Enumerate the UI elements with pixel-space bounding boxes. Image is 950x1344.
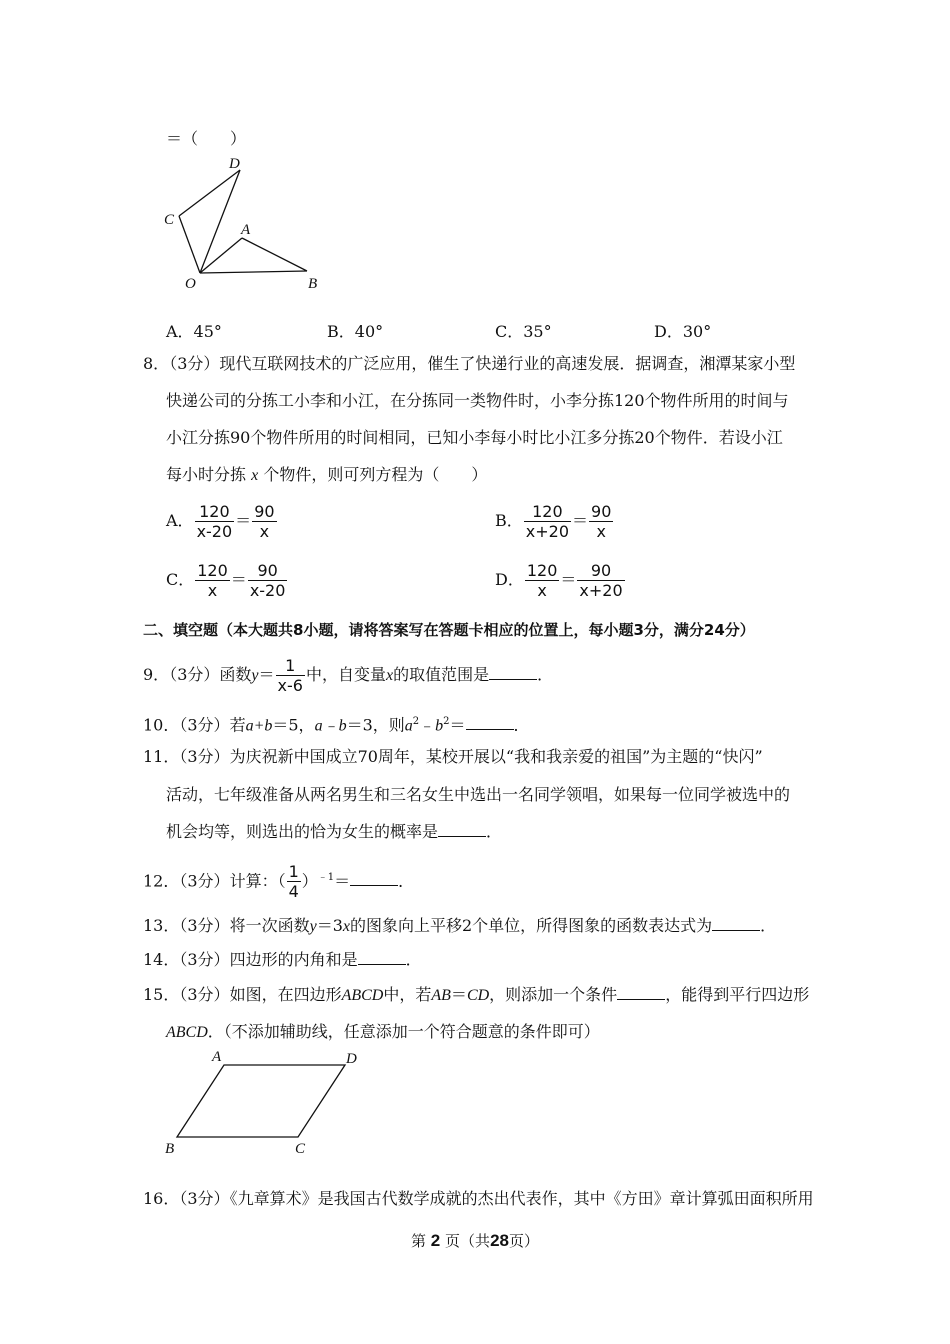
q16-line1: 16．（3分）《九章算术》是我国古代数学成就的杰出代表作，其中《方田》章计算弧田面积所用 bbox=[143, 1189, 814, 1208]
q7-label-o: O bbox=[185, 276, 196, 292]
q11-line2: 活动，七年级准备从两名男生和三名女生中选出一名同学领唱，如果每一位同学被选中的 bbox=[166, 785, 791, 804]
q7-label-c: C bbox=[164, 212, 175, 228]
q14-answer-blank[interactable] bbox=[358, 950, 406, 965]
q11-answer-blank[interactable] bbox=[438, 822, 486, 837]
q7-label-b: B bbox=[308, 276, 318, 292]
total-pages: 28 bbox=[490, 1231, 509, 1250]
q9: 9．（3分）函数y＝ $\frac{1}{x-6}$ 中，自变量x的取值范围是 ． bbox=[143, 656, 554, 695]
q15-label-b: B bbox=[165, 1141, 175, 1157]
q8-line1: 8．（3分）现代互联网技术的广泛应用，催生了快递行业的高速发展．据调查，湘潭某家小型 bbox=[143, 354, 796, 373]
q7-option-b: B．40° bbox=[327, 322, 384, 341]
q8-option-a: A． $\frac{120}{x-20}$ ＝ $\frac{90}{x}$ bbox=[166, 502, 275, 541]
q15-line2: ABCD．（不添加辅助线，任意添加一个符合题意的条件即可） bbox=[166, 1022, 600, 1041]
page-footer: 第 2 页（共28页） bbox=[411, 1231, 539, 1250]
q7-label-d: D bbox=[229, 156, 240, 172]
q12-answer-blank[interactable] bbox=[350, 871, 398, 886]
q15-line1: 15．（3分）如图，在四边形ABCD中，若AB＝CD，则添加一个条件 ，能得到平行四边形 bbox=[143, 985, 810, 1004]
q8-line4: 每小时分拣 x 个物件，则可列方程为（ ） bbox=[166, 465, 488, 484]
q15-label-c: C bbox=[295, 1141, 306, 1157]
q8-option-c: C． $\frac{120}{x}$ ＝ $\frac{90}{x-20}$ bbox=[166, 561, 286, 600]
q14: 14．（3分）四边形的内角和是 ． bbox=[143, 950, 422, 969]
q8-option-d: D． $\frac{120}{x}$ ＝ $\frac{90}{x+20}$ bbox=[495, 561, 623, 600]
section-2-heading: 二、填空题（本大题共8小题，请将答案写在答题卡相应的位置上，每小题3分，满分24分） bbox=[143, 621, 755, 639]
q8-option-b: B． $\frac{120}{x+20}$ ＝ $\frac{90}{x}$ bbox=[495, 502, 612, 541]
q11-line1: 11．（3分）为庆祝新中国成立70周年，某校开展以“我和我亲爱的祖国”为主题的“快闪” bbox=[143, 747, 763, 766]
q7-label-a: A bbox=[241, 222, 251, 238]
q7-option-c: C．35° bbox=[495, 322, 552, 341]
q15-label-d: D bbox=[346, 1051, 357, 1067]
q8-line3: 小江分拣90个物件所用的时间相同，已知小李每小时比小江多分拣20个物件．若设小江 bbox=[166, 428, 783, 447]
q15-label-a: A bbox=[212, 1049, 222, 1065]
q15-figure bbox=[160, 1045, 370, 1160]
q7-option-d: D．30° bbox=[654, 322, 712, 341]
q8-line2: 快递公司的分拣工小李和小江，在分拣同一类物件时，小李分拣120个物件所用的时间与 bbox=[166, 391, 789, 410]
q11-line3: 机会均等，则选出的恰为女生的概率是 ． bbox=[166, 822, 503, 841]
q13-answer-blank[interactable] bbox=[712, 916, 760, 931]
q10-answer-blank[interactable] bbox=[466, 715, 514, 730]
q12: 12．（3分）计算：（ $\frac{1}{4}$ ）$^{﹣1}$＝ ． bbox=[143, 862, 415, 902]
q10: 10．（3分）若a+b＝5，a﹣b＝3，则$a^2﹣b^2=$ ． bbox=[143, 715, 530, 735]
q7-option-a: A．45° bbox=[166, 322, 222, 341]
q7-figure bbox=[155, 150, 335, 295]
q9-answer-blank[interactable] bbox=[489, 665, 537, 680]
q13: 13．（3分）将一次函数y＝3x的图象向上平移2个单位，所得图象的函数表达式为 ． bbox=[143, 916, 777, 935]
q7-stem-tail: ＝（ ） bbox=[166, 129, 247, 148]
current-page: 2 bbox=[430, 1231, 441, 1250]
q15-answer-blank[interactable] bbox=[617, 985, 665, 1000]
